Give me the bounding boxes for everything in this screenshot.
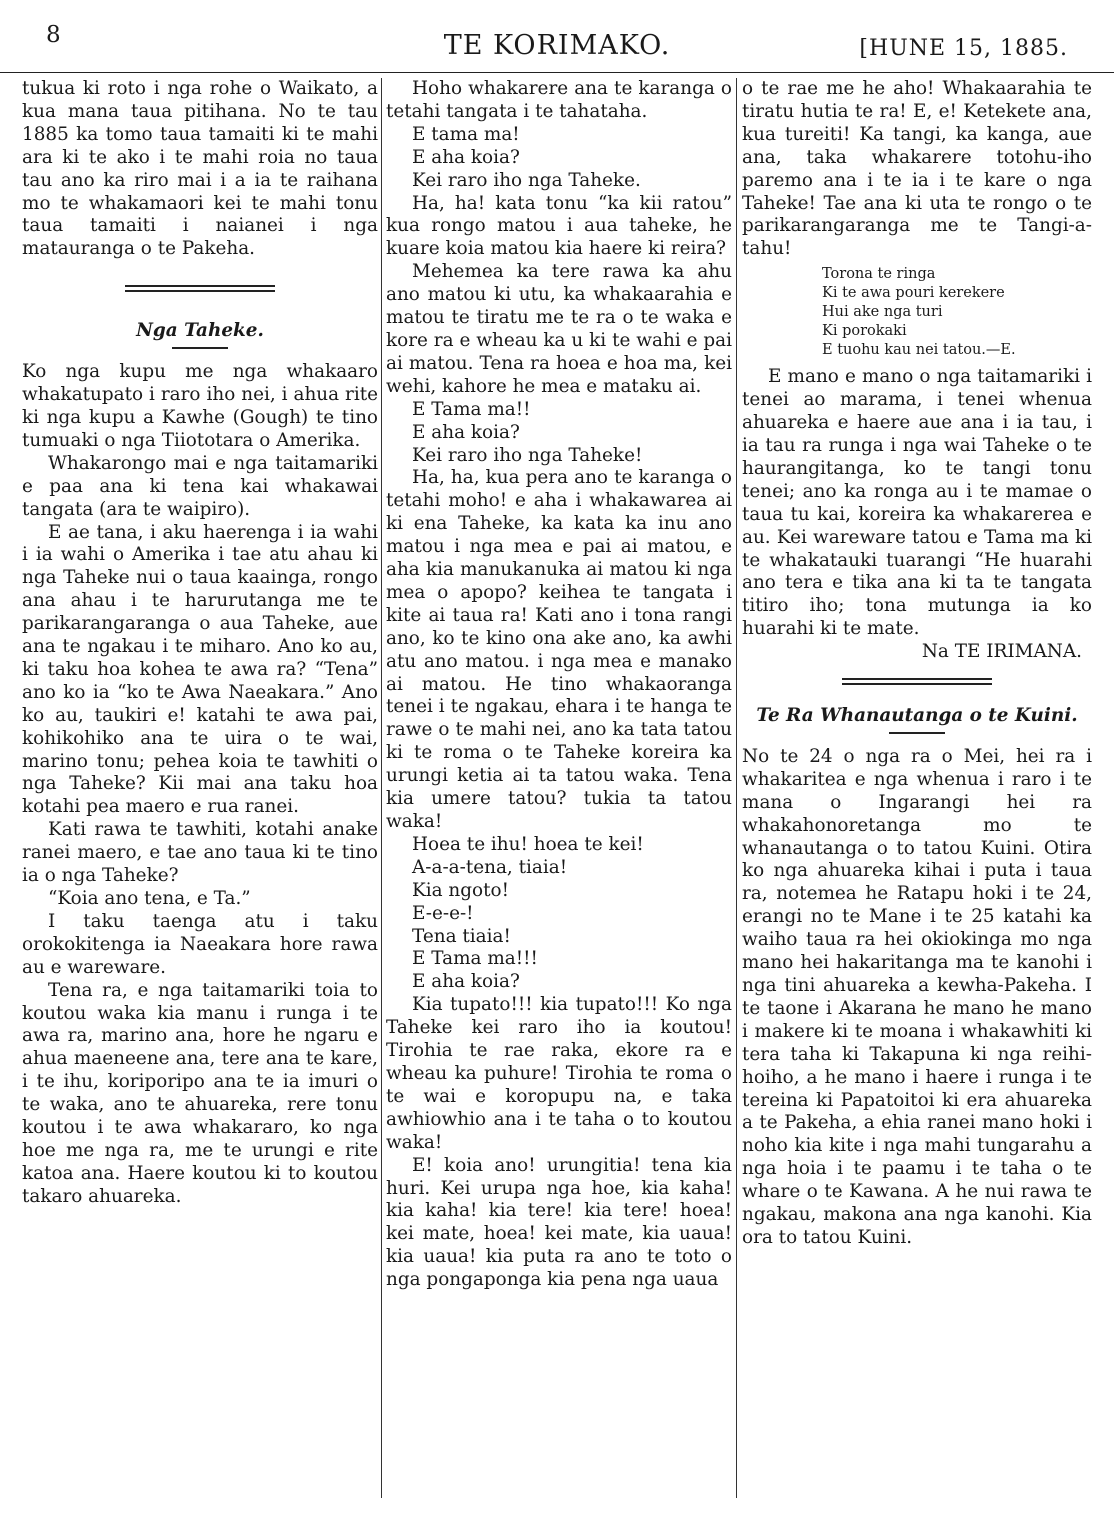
dialogue-line: A-a-a-tena, tiaia! bbox=[412, 856, 568, 878]
dialogue-line: Hoea te ihu! hoea te kei! bbox=[412, 833, 644, 855]
article-heading: Nga Taheke. bbox=[136, 320, 264, 342]
paragraph: E! koia ano! urungitia! tena kia huri. Kei urupa nga hoe, kia kaha! kia kaha! kia tere! kia tere! hoea! kei mate, hoea! kei mate, kia uaua! kia uaua! kia puta ra ano te toto o nga pongaponga kia pena nga uaua bbox=[386, 1154, 732, 1291]
paragraph: “Koia ano tena, e Ta.” bbox=[48, 888, 251, 909]
dialogue-line: E aha koia? bbox=[412, 971, 520, 993]
dialogue-line: E aha koia? bbox=[412, 146, 520, 168]
poem-line: Torona te ringa bbox=[822, 266, 936, 283]
page-number: 8 bbox=[46, 22, 61, 48]
dialogue-line: E-e-e-! bbox=[412, 902, 474, 924]
newspaper-title: TE KORIMAKO. bbox=[443, 30, 671, 61]
section-divider bbox=[125, 285, 275, 292]
paragraph: No te 24 o nga ra o Mei, hei ra i whakaritea e nga whenua i raro i te mana o Ingarangi hei ra whakahonoretanga mo te whanautanga o to tatou Kuini. Otira ko nga ahuareka kihai i puta i taua ra, notemea he Ratapu hoki i te 24, erangi no te Mane i te 25 katahi ka waiho taua ra hei okiokinga mo nga mano hei hakaritanga ma te kanohi i nga tini ahuareka a kewha-Pakeha. I te taone i Akarana he mano he mano i makere ki te moana i whakawhiti ki tera taha ki Takapuna ki nga reihi-hoiho, a he mano i haere i runga i te tereina ki Papatoitoi ki era ahuareka a te Pakeha, a ehia ranei mano hoki i noho kia kite i nga mahi tungarahu a nga hoia i te paamu i te taha o te whare o te Kawana. A he nui rawa te ngakau, makona ana nga kanohi. Kia ora to tatou Kuini. bbox=[742, 745, 1092, 1248]
paragraph: Ha, ha! kata tonu “ka kii ratou” kua rongo matou i aua taheke, he kuare koia matou kia haere ki reira? bbox=[386, 192, 732, 260]
paragraph: Kati rawa te tawhiti, kotahi anake ranei maero, e tae ano taua ki te tino ia o nga Taheke? bbox=[22, 819, 378, 887]
paragraph: Mehemea ka tere rawa ka ahu ano matou ki utu, ka whakaarahia e matou te tiratu me te ra o te waka e kore ra e wheau ka u ki te wahi e pai ai matou. Tena ra hoea e hoa ma, kei wehi, kahore he mea e mataku ai. bbox=[386, 261, 732, 397]
paragraph: Ha, ha, kua pera ano te karanga o tetahi moho! e aha i whakawarea ai ki ena Taheke, ka kata ka inu ano matou i nga mea e pai ai matou, e aha kia manukanuka ai matou ki nga mea o apopo? keihea te tangata i kite ai taua ra! Kati ano i tona rangi ano, ko te kino ona ake ano, ka awhi atu ano matou. i nga mea e manako ai matou. He tino whakaoranga tenei i te ngakau, ehara i te hanga te rawe o te mahi nei, ano ka tata tatou ki te roma o te Taheke koreira ka urungi ketia ai ta tatou waka. Tena kia umere tatou? tukia ta tatou waka! bbox=[386, 467, 732, 832]
paragraph: Kia tupato!!! kia tupato!!! Ko nga Taheke kei raro iho ia koutou! Tirohia te rae raka, ekore ra e wheau ka puhure! Tirohia te roma o te wai e koropupu na, e taka awhiowhio ana i te taha o to koutou waka! bbox=[386, 994, 732, 1153]
dialogue-line: E Tama ma!!! bbox=[412, 948, 538, 970]
article-heading: Te Ra Whanautanga o te Kuini. bbox=[756, 705, 1078, 727]
column-rule bbox=[381, 78, 382, 1498]
continued-article-text: o te rae me he aho! Whakaarahia te tiratu hutia te ra! E, e! Ketekete ana, kua tureiti! Ka tangi, ka kanga, aue ana, taka whakarere totohu-iho paremo ana i te ia i te kare o nga Taheke! Tae ana ki uta te rongo o te parikarangaranga me te Tangi-a-tahu! bbox=[742, 78, 1092, 260]
heading-rule bbox=[889, 732, 945, 734]
dialogue-line: Kia ngoto! bbox=[412, 879, 509, 901]
author-signature: Na TE IRIMANA. bbox=[921, 641, 1082, 663]
poem-verse bbox=[822, 265, 1092, 360]
dialogue-line: E aha koia? bbox=[412, 421, 520, 443]
paragraph: I taku taenga atu i taku orokokitenga ia Naeakara hore rawa au e wareware. bbox=[22, 910, 378, 978]
dialogue-line: Kei raro iho nga Taheke! bbox=[412, 444, 643, 466]
poem-line: Ki porokaki bbox=[822, 323, 907, 340]
paragraph: Hoho whakarere ana te karanga o tetahi tangata i te tahataha. bbox=[386, 78, 732, 122]
dialogue-line: E tama ma! bbox=[412, 123, 520, 145]
dialogue-line: Kei raro iho nga Taheke. bbox=[412, 169, 641, 191]
section-divider bbox=[842, 678, 992, 685]
paragraph: Ko nga kupu me nga whakaaro whakatupato i raro iho nei, i ahua rite ki nga kupu a Kawhe (Gough) te tino tumuaki o nga Tiiototara o Amerika. bbox=[22, 361, 378, 451]
poem-line: Hui ake nga turi bbox=[822, 304, 943, 321]
column-2 bbox=[386, 78, 732, 1498]
column-rule bbox=[736, 78, 737, 1498]
heading-rule bbox=[172, 347, 228, 349]
column-3 bbox=[742, 78, 1092, 1498]
paragraph: Whakarongo mai e nga taitamariki e paa ana ki tena kai whakawai tangata (ara te waipiro). bbox=[22, 452, 378, 520]
column-1 bbox=[22, 78, 378, 1498]
paragraph: E mano e mano o nga taitamariki i tenei ao marama, i tenei whenua ahuareka e haere aue ana i ia tau, i ia tau ra runga i nga wai Taheke o te haurangitanga, ko te tangi tonu tenei; ano ka ronga au i te mamae o taua tu kai, koreira ka whakarerea e au. Kei wareware tatou e Tama ma ki te whakatauki tuarangi “He huarahi ano tera e tika ana ki ta te tangata titiro iho; tona mutunga ia ko huarahi ki te mate. bbox=[742, 366, 1092, 640]
paragraph: E ae tana, i aku haerenga i ia wahi i ia wahi o Amerika i tae atu ahau ki nga Taheke nui o taua kaainga, rongo ana ahau i te harurutanga me te parikarangaranga o aua Taheke, aue ana te ngakau i te miharo. Ano ko au, ki taku hoa kohea te awa ra? “Tena” ano ko ia “ko te Awa Naeakara.” Ano ko au, taukiri e! katahi te awa pai, kohikohiko ana te uira o te wai, marino tonu; pehea koia te tawhiti o nga Taheke? Kii mai ana taku hoa kotahi pea maero e rua ranei. bbox=[22, 521, 378, 818]
poem-line: Ki te awa pouri kerekere bbox=[822, 285, 1005, 302]
dialogue-line: Tena tiaia! bbox=[412, 925, 511, 947]
issue-date: [HUNE 15, 1885. bbox=[859, 36, 1068, 61]
page-header bbox=[0, 0, 1114, 73]
paragraph: Tena ra, e nga taitamariki toia to koutou waka kia manu i runga i te awa ra, marino ana, hore he ngaru e ahua maeneene ana, tere ana te kare, i te ihu, koriporipo ana te ia imuri o te waka, ano te ahuareka, rere tonu koutou i te awa whakararo, ko nga hoe me nga ra, me te urungi e rite katoa ana. Haere koutou ki to koutou takaro ahuareka. bbox=[22, 979, 378, 1207]
poem-line: E tuohu kau nei tatou.—E. bbox=[822, 342, 1016, 359]
continued-article-text: tukua ki roto i nga rohe o Waikato, a kua mana taua pitihana. No te tau 1885 ka tomo taua tamaiti ki te mahi ara ki te ako i te mahi roia no taua tau ano ka riro mai i a ia te raihana mo te whakamaori kei te mahi tonu taua tamaiti i naianei i nga matauranga o te Pakeha. bbox=[22, 78, 378, 260]
dialogue-line: E Tama ma!! bbox=[412, 398, 531, 420]
